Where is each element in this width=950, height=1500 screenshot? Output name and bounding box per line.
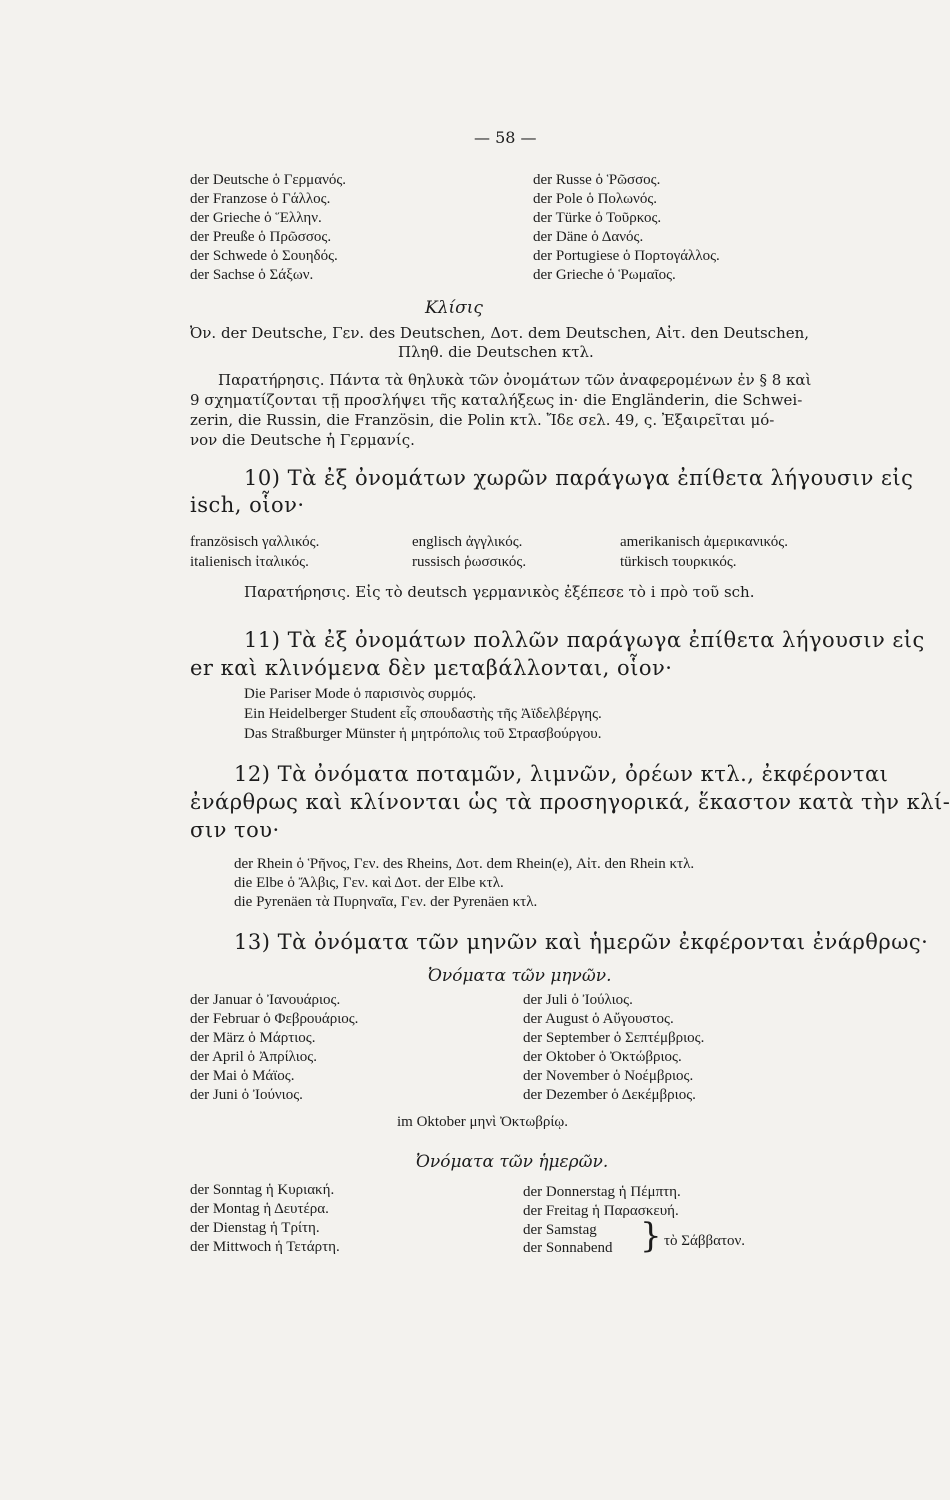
page-number: — 58 — — [474, 128, 537, 147]
adjective-item: italienisch ἰταλικός. — [190, 554, 309, 570]
month-item: der August ὁ Αὔγουστος. — [523, 1011, 674, 1027]
section-13-heading: 13) Τὰ ὀνόματα τῶν μηνῶν καὶ ἡμερῶν ἐκφέρονται ἐνάρθρως· — [234, 930, 929, 954]
remark-line: Παρατήρησις. Πάντα τὰ θηλυκὰ τῶν ὀνομάτων τῶν ἀναφερομένων ἐν § 8 καὶ — [218, 371, 812, 389]
month-item: der Oktober ὁ Ὀκτώβριος. — [523, 1049, 682, 1065]
section-11-heading-cont: er καὶ κλινόμενα δὲν μεταβάλλονται, οἷον· — [190, 656, 673, 680]
brace-symbol: } — [640, 1216, 662, 1256]
month-item: der März ὁ Μάρτιος. — [190, 1030, 316, 1046]
adjective-item: englisch ἀγγλικός. — [412, 534, 523, 550]
example-line: Ein Heidelberger Student εἷς σπουδαστὴς τῆς Ἀϊδελβέργης. — [244, 706, 602, 722]
section-12-heading-cont: ἐνάρθρως καὶ κλίνονται ὡς τὰ προσηγορικά, ἕκαστον κατὰ τὴν κλί- — [190, 790, 950, 814]
nationality-item: der Preuße ὁ Πρῶσσος. — [190, 229, 332, 245]
month-example: im Oktober μηνὶ Ὀκτωβρίῳ. — [397, 1114, 569, 1130]
month-item: der April ὁ Ἀπρίλιος. — [190, 1049, 317, 1065]
day-item: der Montag ἡ Δευτέρα. — [190, 1201, 329, 1217]
section-12-heading: 12) Τὰ ὀνόματα ποταμῶν, λιμνῶν, ὀρέων κτλ., ἐκφέρονται — [234, 762, 889, 786]
nationality-item: der Deutsche ὁ Γερμανός. — [190, 172, 347, 188]
remark-line: 9 σχηματίζονται τῇ προσλήψει τῆς καταλήξεως in· die Engländerin, die Schwei- — [190, 391, 803, 409]
section-10-remark: Παρατήρησις. Εἰς τὸ deutsch γερμανικὸς ἐξέπεσε τὸ i πρὸ τοῦ sch. — [244, 583, 755, 601]
days-heading: Ὀνόματα τῶν ἡμερῶν. — [416, 1152, 609, 1172]
months-heading: Ὀνόματα τῶν μηνῶν. — [428, 966, 612, 986]
nationality-item: der Türke ὁ Τοῦρκος. — [533, 210, 662, 226]
nationality-item: der Schwede ὁ Σουηδός. — [190, 248, 338, 264]
day-item: der Mittwoch ἡ Τετάρτη. — [190, 1239, 340, 1255]
example-line: Das Straßburger Münster ἡ μητρόπολις τοῦ Στρασβούργου. — [244, 726, 602, 742]
klisis-heading: Κλίσις — [425, 298, 483, 318]
month-item: der Januar ὁ Ἰανουάριος. — [190, 992, 341, 1008]
section-12-heading-cont: σιν του· — [190, 818, 280, 842]
month-item: der Mai ὁ Μάϊος. — [190, 1068, 295, 1084]
nationality-item: der Grieche ὁ Ἕλλην. — [190, 210, 322, 226]
day-item: der Samstag — [523, 1222, 597, 1238]
nationality-item: der Sachse ὁ Σάξων. — [190, 267, 314, 283]
saturday-greek: τὸ Σάββατον. — [664, 1233, 746, 1249]
example-line: die Pyrenäen τὰ Πυρηναῖα, Γεν. der Pyrenäen κτλ. — [234, 894, 538, 910]
section-10-heading-cont: isch, οἷον· — [190, 493, 305, 517]
day-item: der Donnerstag ἡ Πέμπτη. — [523, 1184, 681, 1200]
example-line: die Elbe ὁ Ἄλβις, Γεν. καὶ Δοτ. der Elbe κτλ. — [234, 875, 504, 891]
day-item: der Freitag ἡ Παρασκευή. — [523, 1203, 679, 1219]
adjective-item: türkisch τουρκικός. — [620, 554, 737, 570]
day-item: der Dienstag ἡ Τρίτη. — [190, 1220, 320, 1236]
remark-line: νον die Deutsche ἡ Γερμανίς. — [190, 431, 415, 449]
klisis-line: Πληθ. die Deutschen κτλ. — [398, 343, 594, 361]
example-line: der Rhein ὁ Ῥῆνος, Γεν. des Rheins, Δοτ. dem Rhein(e), Αἰτ. den Rhein κτλ. — [234, 856, 695, 872]
nationality-item: der Portugiese ὁ Πορτογάλλος. — [533, 248, 720, 264]
adjective-item: französisch γαλλικός. — [190, 534, 320, 550]
klisis-line: Ὀν. der Deutsche, Γεν. des Deutschen, Δοτ. dem Deutschen, Αἰτ. den Deutschen, — [190, 324, 810, 342]
nationality-item: der Pole ὁ Πολωνός. — [533, 191, 658, 207]
nationality-item: der Franzose ὁ Γάλλος. — [190, 191, 331, 207]
day-item: der Sonntag ἡ Κυριακή. — [190, 1182, 335, 1198]
adjective-item: amerikanisch ἀμερικανικός. — [620, 534, 788, 550]
adjective-item: russisch ῥωσσικός. — [412, 554, 527, 570]
section-11-heading: 11) Τὰ ἐξ ὀνομάτων πολλῶν παράγωγα ἐπίθετα λήγουσιν εἰς — [244, 628, 925, 652]
section-10-heading: 10) Τὰ ἐξ ὀνομάτων χωρῶν παράγωγα ἐπίθετα λήγουσιν εἰς — [244, 466, 914, 490]
month-item: der November ὁ Νοέμβριος. — [523, 1068, 694, 1084]
nationality-item: der Grieche ὁ Ῥωμαῖος. — [533, 267, 676, 283]
month-item: der Februar ὁ Φεβρουάριος. — [190, 1011, 359, 1027]
nationality-item: der Däne ὁ Δανός. — [533, 229, 644, 245]
month-item: der Dezember ὁ Δεκέμβριος. — [523, 1087, 696, 1103]
remark-line: zerin, die Russin, die Französin, die Polin κτλ. Ἴδε σελ. 49, ς. Ἐξαιρεῖται μό- — [190, 411, 775, 429]
month-item: der Juli ὁ Ἰούλιος. — [523, 992, 633, 1008]
nationality-item: der Russe ὁ Ῥῶσσος. — [533, 172, 661, 188]
month-item: der September ὁ Σεπτέμβριος. — [523, 1030, 705, 1046]
month-item: der Juni ὁ Ἰούνιος. — [190, 1087, 303, 1103]
day-item: der Sonnabend — [523, 1240, 613, 1256]
example-line: Die Pariser Mode ὁ παρισινὸς συρμός. — [244, 686, 477, 702]
